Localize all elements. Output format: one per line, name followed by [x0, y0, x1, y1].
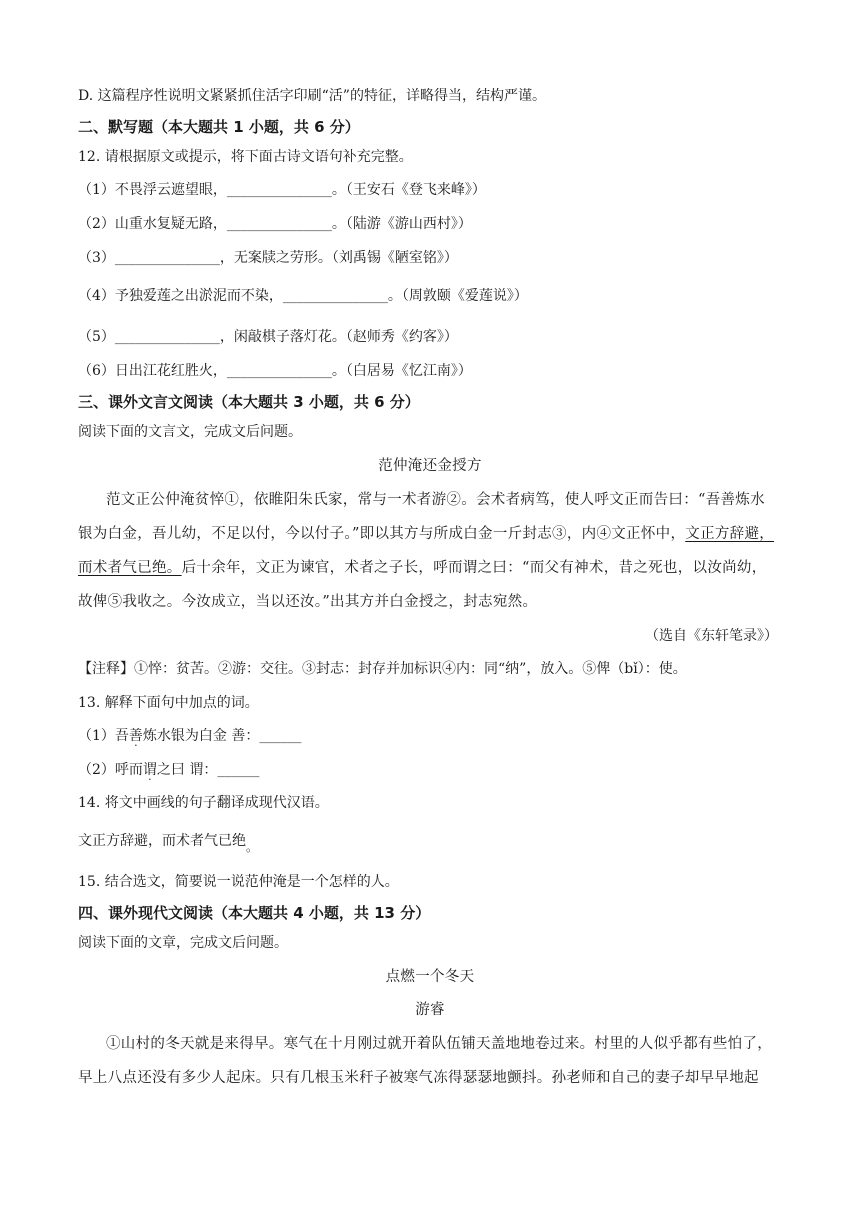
section-3-intro: 阅读下面的文言文，完成文后问题。: [78, 424, 302, 440]
passage-line-2: [78, 524, 774, 544]
option-d: D. 这篇程序性说明文紧紧抓住活字印刷“活”的特征，详略得当，结构严谨。: [78, 88, 546, 104]
article-line-1: ①山村的冬天就是来得早。寒气在十月刚过就开着队伍铺天盖地地卷过来。村里的人似乎都有些怕了，: [106, 1036, 772, 1052]
fill-item-3: （3）_______________，无案牍之劳形。（刘禹锡《陋室铭》）: [78, 250, 458, 266]
q13-2-pre: （2）呼而: [78, 762, 143, 778]
q13-1-post: 炼水银为白金 善：______: [142, 728, 302, 744]
passage-line-3: [78, 558, 767, 578]
article-author: 游睿: [415, 1002, 445, 1018]
passage-line-2-text: 银为白金，吾儿幼，不足以付，今以付子。”即以其方与所成白金一斤封志③，内④文正怀中，: [78, 526, 686, 542]
article-line-2: 早上八点还没有多少人起床。只有几根玉米秆子被寒气冻得瑟瑟地颤抖。孙老师和自己的妻子却早早地起: [78, 1070, 759, 1086]
underlined-sentence-part-1: 文正方辞避，: [685, 526, 775, 542]
section-heading-3: 三、课外文言文阅读（本大题共 3 小题，共 6 分）: [78, 393, 420, 411]
question-13-1: [78, 726, 301, 746]
q13-1-pre: （1）吾: [78, 728, 129, 744]
fill-item-1: （1）不畏浮云遮望眼，_______________。（王安石《登飞来峰》）: [78, 182, 486, 198]
section-heading-4: 四、课外现代文阅读（本大题共 4 小题，共 13 分）: [78, 904, 431, 922]
fill-item-6: （6）日出江花红胜火，_______________。（白居易《忆江南》）: [78, 363, 472, 379]
section-heading-2: 二、默写题（本大题共 1 小题，共 6 分）: [78, 118, 360, 136]
dotted-word-shan: 善: [128, 728, 143, 744]
passage-title: 范仲淹还金授方: [378, 458, 482, 474]
passage-line-1: 范文正公仲淹贫悴①，依睢阳朱氏家，常与一术者游②。会术者病笃，使人呼文正而告曰：“吾善炼水: [106, 492, 765, 508]
question-13: 13. 解释下面句中加点的词。: [78, 695, 259, 711]
passage-line-4: 故俾⑤我收之。今汝成立，当以还汝。”出其方并白金授之，封志宛然。: [78, 594, 538, 610]
question-15: 15. 结合选文，简要说一说范仲淹是一个怎样的人。: [78, 874, 399, 890]
annotation-notes: 【注释】①悴：贫苦。②游：交往。③封志：封存并加标识④内：同“纳”，放入。⑤俾（bǐ）：使。: [78, 661, 687, 677]
fill-item-5: （5）_______________，闲敲棋子落灯花。（赵师秀《约客》）: [78, 329, 458, 345]
section-4-intro: 阅读下面的文章，完成文后问题。: [78, 935, 288, 951]
article-title: 点燃一个冬天: [385, 969, 475, 985]
question-14-sentence: 文正方辞避，而术者气已绝 。: [78, 831, 258, 851]
passage-line-3-text: 后十余年，文正为谏官，术者之子长，呼而谓之曰：“而父有神术，昔之死也，以汝尚幼，: [181, 560, 767, 576]
fill-item-2: （2）山重水复疑无路，_______________。（陆游《游山西村》）: [78, 216, 472, 232]
fill-item-4: （4）予独爱莲之出淤泥而不染，_______________。（周敦颐《爱莲说》）: [78, 288, 528, 304]
question-14: 14. 将文中画线的句子翻译成现代汉语。: [78, 795, 329, 811]
question-13-2: [78, 760, 259, 780]
q13-2-post: 之曰 谓：______: [156, 762, 260, 778]
underlined-sentence-part-2: 而术者气已绝。: [78, 560, 182, 576]
dotted-word-wei: 谓: [142, 762, 157, 778]
passage-source: （选自《东轩笔录》）: [645, 628, 778, 644]
question-12-prompt: 12. 请根据原文或提示，将下面古诗文语句补充完整。: [78, 149, 413, 165]
